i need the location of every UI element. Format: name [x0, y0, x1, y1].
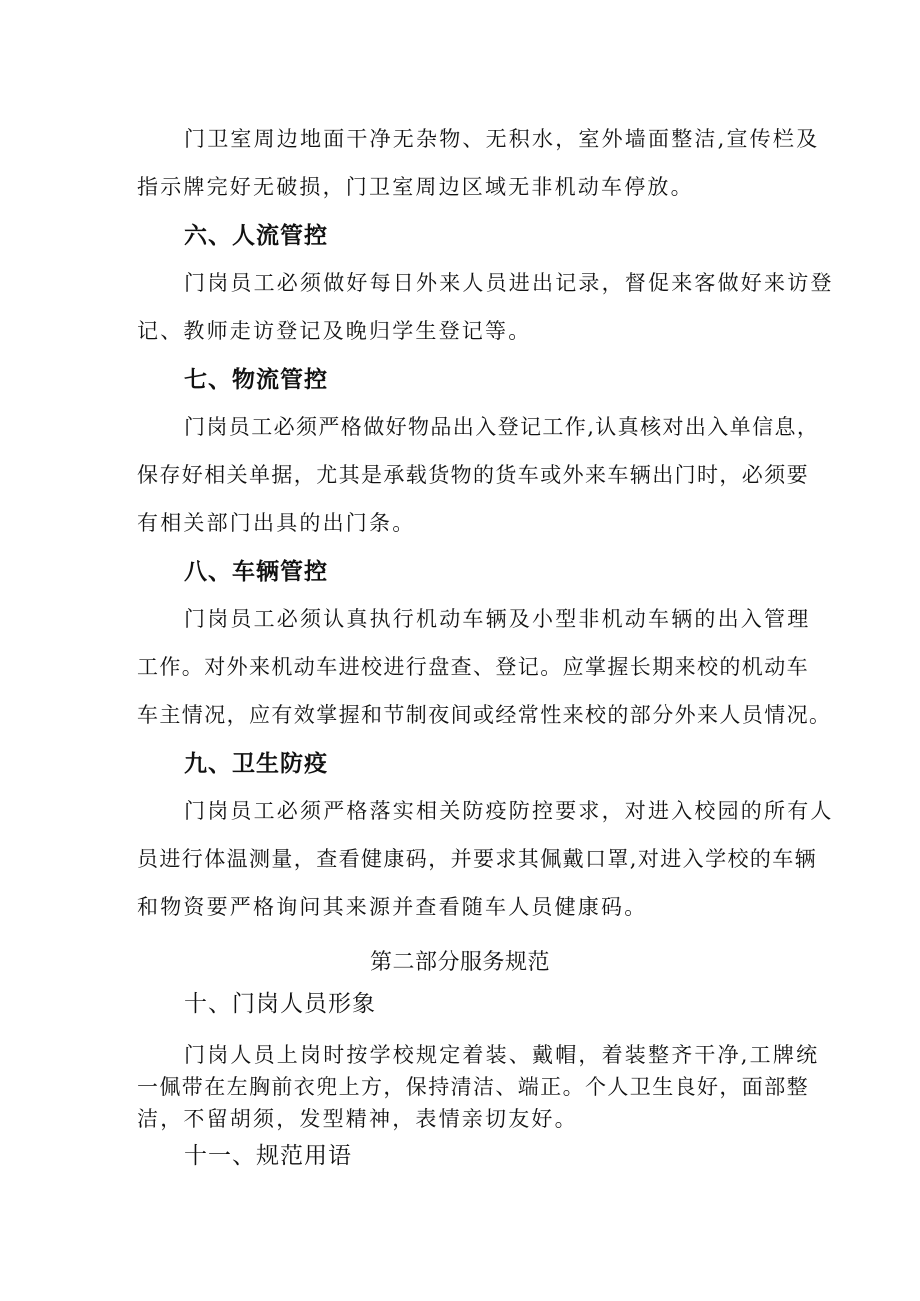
section-heading-logistics-control: 七、物流管控 — [184, 367, 328, 393]
paragraph-line: 门岗人员上岗时按学校规定着装、戴帽，着装整齐干净,工牌统 — [184, 1043, 820, 1067]
paragraph-line: 一佩带在左胸前衣兜上方，保持清洁、端正。个人卫生良好，面部整 — [137, 1075, 809, 1099]
paragraph-line: 车主情况，应有效掌握和节制夜间或经常性来校的部分外来人员情况。 — [137, 703, 832, 727]
paragraph-line: 指示牌完好无破损，门卫室周边区域无非机动车停放。 — [137, 175, 694, 199]
paragraph-line: 门卫室周边地面干净无杂物、无积水，室外墙面整洁,宣传栏及 — [184, 127, 820, 151]
section-heading-hygiene-epidemic: 九、卫生防疫 — [184, 751, 328, 777]
section-heading-standard-language: 十一、规范用语 — [184, 1143, 352, 1169]
paragraph-line: 门岗员工必须严格做好物品出入登记工作,认真核对出入单信息， — [184, 415, 820, 439]
section-heading-vehicle-control: 八、车辆管控 — [184, 559, 328, 585]
paragraph-line: 和物资要严格询问其来源并查看随车人员健康码。 — [137, 895, 648, 919]
paragraph-line: 保存好相关单据，尤其是承载货物的货车或外来车辆出门时，必须要 — [137, 463, 809, 487]
paragraph-line: 员进行体温测量，查看健康码，并要求其佩戴口罩,对进入学校的车辆 — [137, 847, 818, 871]
paragraph-line: 门岗员工必须认真执行机动车辆及小型非机动车辆的出入管理 — [184, 607, 811, 631]
paragraph-line: 记、教师走访登记及晚归学生登记等。 — [137, 319, 532, 343]
paragraph-line: 有相关部门出具的出门条。 — [137, 511, 416, 535]
paragraph-line: 门岗员工必须做好每日外来人员进出记录，督促来客做好来访登 — [184, 271, 834, 295]
paragraph-line: 洁，不留胡须，发型精神，表情亲切友好。 — [137, 1107, 578, 1131]
paragraph-line: 门岗员工必须严格落实相关防疫防控要求，对进入校园的所有人 — [184, 799, 834, 823]
part-title: 第二部分服务规范 — [369, 950, 550, 975]
section-heading-crowd-control: 六、人流管控 — [184, 223, 328, 249]
section-heading-staff-image: 十、门岗人员形象 — [184, 991, 376, 1017]
paragraph-line: 工作。对外来机动车进校进行盘查、登记。应掌握长期来校的机动车 — [137, 655, 809, 679]
